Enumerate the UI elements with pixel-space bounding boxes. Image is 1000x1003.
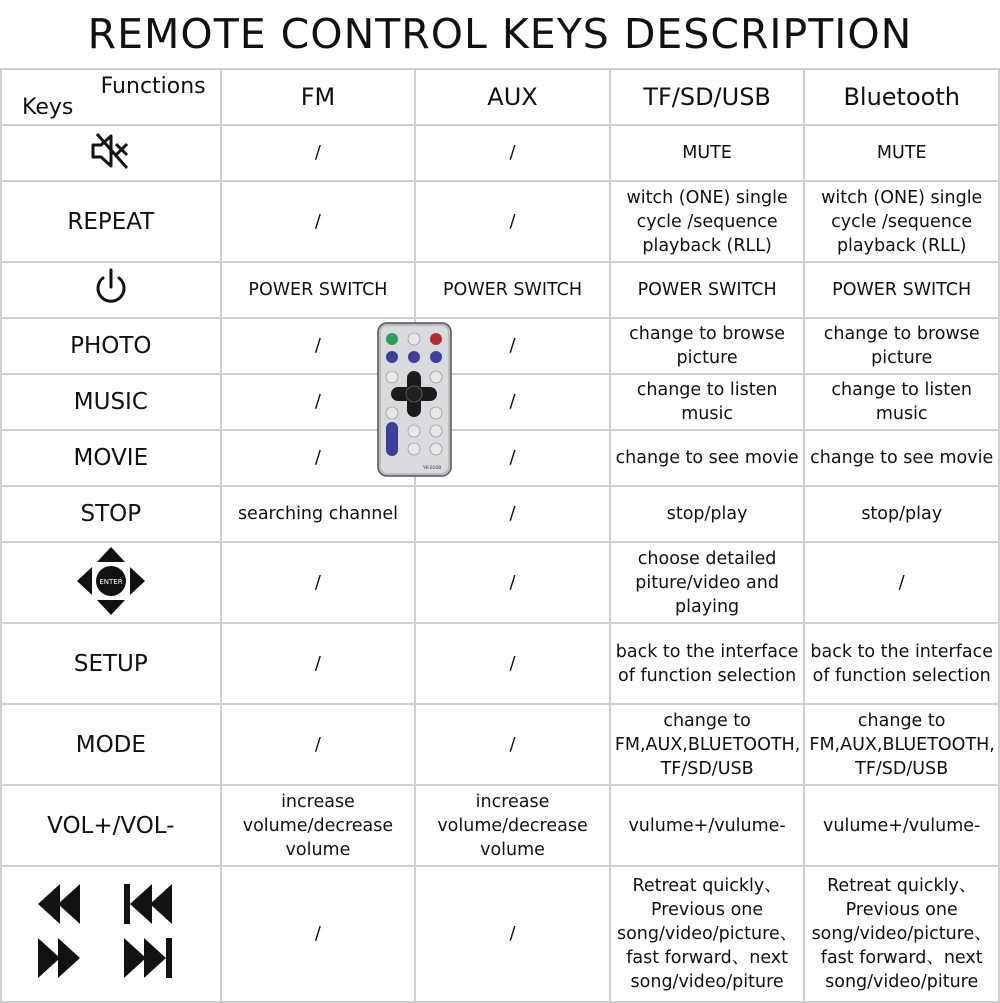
cell-tf-sd-usb: change to listen music xyxy=(610,374,805,430)
table-row xyxy=(1,430,999,486)
cell-aux: POWER SWITCH xyxy=(415,262,610,318)
cell-fm: / xyxy=(221,542,416,623)
cell-bluetooth: witch (ONE) single cycle /sequence playback (RLL) xyxy=(804,181,999,262)
table-row xyxy=(1,866,999,1002)
cell-tf-sd-usb: Retreat quickly、Previous one song/video/picture、fast forward、next song/video/piture xyxy=(610,866,805,1002)
cell-fm: / xyxy=(221,623,416,704)
key-cell xyxy=(1,262,221,318)
table-row xyxy=(1,542,999,623)
remote-control-image xyxy=(377,322,452,477)
cell-aux: / xyxy=(415,866,610,1002)
cell-bluetooth: POWER SWITCH xyxy=(804,262,999,318)
table-row xyxy=(1,262,999,318)
cell-tf-sd-usb: choose detailed piture/video and playing xyxy=(610,542,805,623)
key-cell: SETUP xyxy=(1,623,221,704)
cell-aux: / xyxy=(415,542,610,623)
next-track-icon xyxy=(124,938,172,978)
power-icon xyxy=(91,267,131,309)
table-row xyxy=(1,486,999,542)
cell-aux: / xyxy=(415,486,610,542)
cell-bluetooth: change to browse picture xyxy=(804,318,999,374)
column-header-aux: AUX xyxy=(415,69,610,125)
table-row xyxy=(1,181,999,262)
cell-aux: / xyxy=(415,374,610,430)
key-cell: PHOTO xyxy=(1,318,221,374)
cell-fm: searching channel xyxy=(221,486,416,542)
rewind-icon xyxy=(38,884,80,924)
cell-bluetooth: vulume+/vulume- xyxy=(804,785,999,866)
cell-bluetooth: Retreat quickly、Previous one song/video/picture、fast forward、next song/video/piture xyxy=(804,866,999,1002)
enter-label: ENTER xyxy=(99,577,123,586)
cell-tf-sd-usb: MUTE xyxy=(610,125,805,181)
cell-bluetooth: MUTE xyxy=(804,125,999,181)
cell-tf-sd-usb: witch (ONE) single cycle /sequence playback (RLL) xyxy=(610,181,805,262)
key-cell: REPEAT xyxy=(1,181,221,262)
cell-fm: / xyxy=(221,430,416,486)
cell-fm: / xyxy=(221,866,416,1002)
cell-bluetooth: change to FM,AUX,BLUETOOTH, TF/SD/USB xyxy=(804,704,999,785)
table-row xyxy=(1,374,999,430)
cell-fm: / xyxy=(221,704,416,785)
mute-icon xyxy=(89,131,133,171)
key-cell xyxy=(1,125,221,181)
cell-bluetooth: back to the interface of function selection xyxy=(804,623,999,704)
key-cell: STOP xyxy=(1,486,221,542)
cell-tf-sd-usb: change to browse picture xyxy=(610,318,805,374)
table-row xyxy=(1,125,999,181)
cell-fm: / xyxy=(221,125,416,181)
key-cell xyxy=(1,866,221,1002)
cell-tf-sd-usb: change to see movie xyxy=(610,430,805,486)
table-row xyxy=(1,704,999,785)
cell-tf-sd-usb: vulume+/vulume- xyxy=(610,785,805,866)
table-row xyxy=(1,623,999,704)
cell-aux: / xyxy=(415,181,610,262)
table-row xyxy=(1,318,999,374)
key-cell: MODE xyxy=(1,704,221,785)
key-cell xyxy=(1,542,221,623)
cell-bluetooth: stop/play xyxy=(804,486,999,542)
column-header-tf-sd-usb: TF/SD/USB xyxy=(610,69,805,125)
cell-aux: / xyxy=(415,623,610,704)
cell-tf-sd-usb: change to FM,AUX,BLUETOOTH, TF/SD/USB xyxy=(610,704,805,785)
keys-table xyxy=(0,68,1000,1003)
cell-aux: / xyxy=(415,430,610,486)
cell-fm: / xyxy=(221,181,416,262)
cell-aux: / xyxy=(415,704,610,785)
corner-header xyxy=(1,69,221,125)
key-cell: MOVIE xyxy=(1,430,221,486)
fast-forward-icon xyxy=(38,938,80,978)
cell-fm: POWER SWITCH xyxy=(221,262,416,318)
cell-aux: / xyxy=(415,318,610,374)
key-cell: MUSIC xyxy=(1,374,221,430)
previous-track-icon xyxy=(124,884,172,924)
column-header-fm: FM xyxy=(221,69,416,125)
column-header-bluetooth: Bluetooth xyxy=(804,69,999,125)
cell-bluetooth: change to listen music xyxy=(804,374,999,430)
cell-fm: increase volume/decrease volume xyxy=(221,785,416,866)
cell-aux: / xyxy=(415,125,610,181)
cell-fm: / xyxy=(221,318,416,374)
cell-tf-sd-usb: back to the interface of function selection xyxy=(610,623,805,704)
key-cell: VOL+/VOL- xyxy=(1,785,221,866)
keys-label: Keys xyxy=(22,95,74,120)
cell-aux: increase volume/decrease volume xyxy=(415,785,610,866)
table-row xyxy=(1,785,999,866)
cell-tf-sd-usb: POWER SWITCH xyxy=(610,262,805,318)
remote-model-label: YK-0108 xyxy=(422,466,442,471)
cell-bluetooth: / xyxy=(804,542,999,623)
cell-tf-sd-usb: stop/play xyxy=(610,486,805,542)
functions-label: Functions xyxy=(100,74,206,99)
cell-bluetooth: change to see movie xyxy=(804,430,999,486)
header-row xyxy=(1,69,999,125)
seek-skip-icons xyxy=(36,882,186,982)
page-title: REMOTE CONTROL KEYS DESCRIPTION xyxy=(87,10,913,58)
enter-dpad-icon xyxy=(75,545,147,617)
cell-fm: / xyxy=(221,374,416,430)
